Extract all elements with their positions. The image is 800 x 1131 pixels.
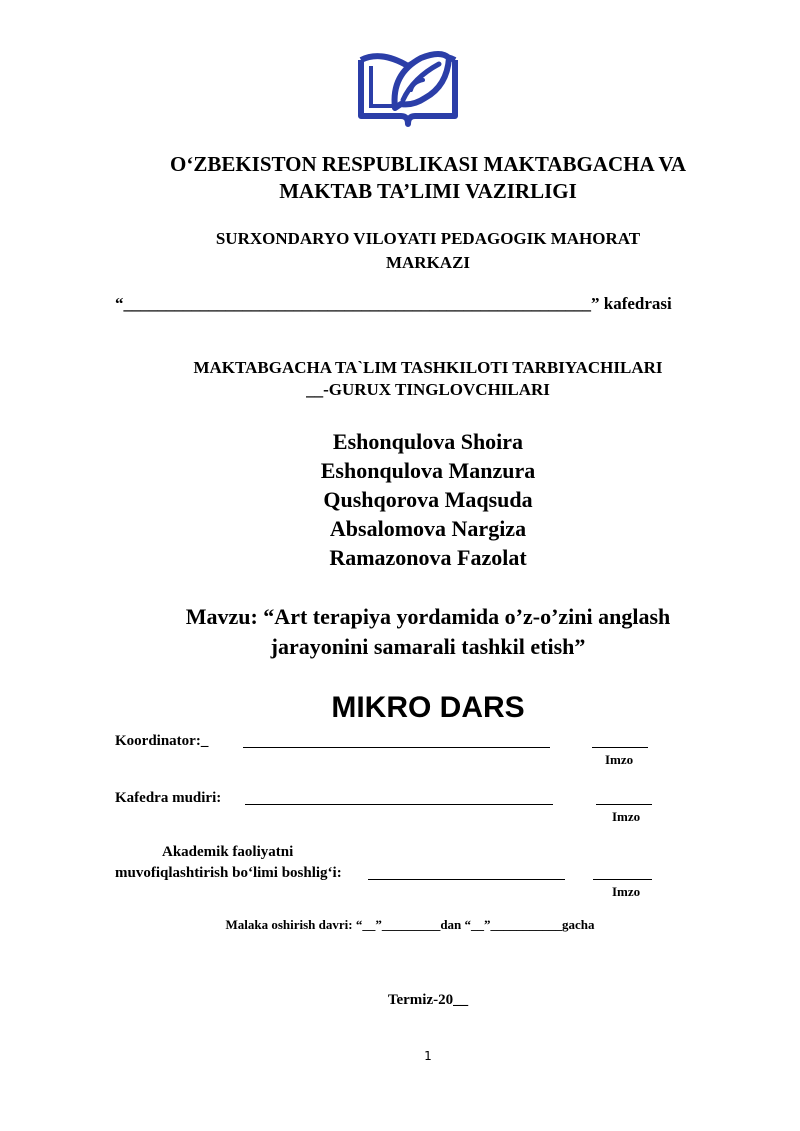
topic-line-1: Mavzu: “Art terapiya yordamida o’z-o’zini anglash xyxy=(185,604,671,629)
center-heading xyxy=(128,227,728,275)
page-number: 1 xyxy=(424,1049,432,1063)
head-of-department-label: Kafedra mudiri: xyxy=(115,790,222,806)
group-line-1: MAKTABGACHA TA`LIM TASHKILOTI TARBIYACHILARI xyxy=(193,358,663,377)
coordinator-signature-line xyxy=(592,747,648,748)
ministry-line-1: O‘ZBEKISTON RESPUBLIKASI MAKTABGACHA VA xyxy=(170,152,686,176)
document-type-title: MIKRO DARS xyxy=(331,691,525,724)
book-logo-icon xyxy=(355,44,461,130)
training-period: Malaka oshirish davri: “__”_________dan “__”___________gacha xyxy=(225,917,595,932)
academic-signature-line xyxy=(593,879,652,880)
participant-name: Eshonqulova Manzura xyxy=(320,458,536,483)
topic-heading xyxy=(128,602,728,662)
participant-name: Eshonqulova Shoira xyxy=(332,429,524,454)
ministry-heading xyxy=(128,151,728,205)
participant-name: Qushqorova Maqsuda xyxy=(323,487,533,512)
academic-label-line-2: muvofiqlashtirish bo‘limi boshlig‘i: xyxy=(115,865,342,881)
center-line-1: SURXONDARYO VILOYATI PEDAGOGIK MAHORAT xyxy=(215,229,641,248)
participant-name: Ramazonova Fazolat xyxy=(329,545,527,570)
group-heading xyxy=(128,357,728,401)
academic-sign-label: Imzo xyxy=(612,884,641,899)
academic-name-line xyxy=(368,879,565,880)
city-year: Termiz-20__ xyxy=(387,992,469,1008)
ministry-line-2: MAKTAB TA’LIMI VAZIRLIGI xyxy=(279,179,577,203)
head-sign-label: Imzo xyxy=(612,809,641,824)
group-line-2: __-GURUX TINGLOVCHILARI xyxy=(306,380,550,399)
participant-name: Absalomova Nargiza xyxy=(329,516,527,541)
topic-line-2: jarayonini samarali tashkil etish” xyxy=(270,634,586,659)
participant-names xyxy=(128,427,728,572)
department-line: “_______________________________________________________” kafedrasi xyxy=(115,294,672,313)
coordinator-sign-label: Imzo xyxy=(605,752,634,767)
head-name-line xyxy=(245,804,553,805)
academic-label-line-1: Akademik faoliyatni xyxy=(162,844,294,860)
center-line-2: MARKAZI xyxy=(385,253,471,272)
coordinator-label: Koordinator:_ xyxy=(115,733,209,749)
head-signature-line xyxy=(596,804,652,805)
coordinator-name-line xyxy=(243,747,550,748)
